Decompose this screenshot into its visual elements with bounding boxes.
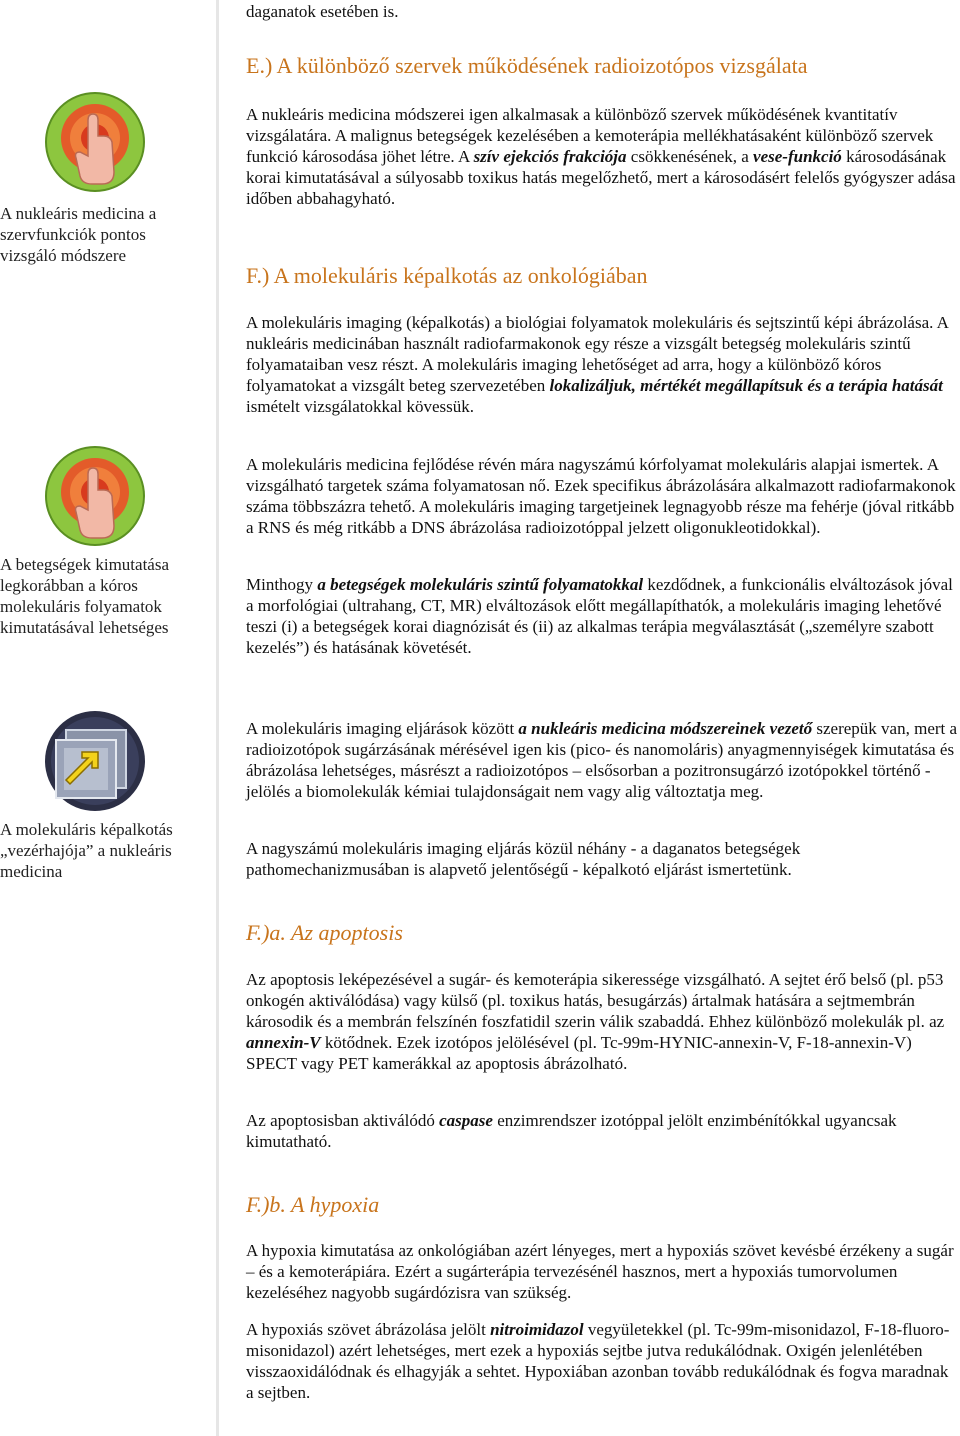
text-run: csökkenésének, a (626, 147, 754, 166)
column-divider (216, 0, 219, 1436)
text-run: vegyületekkel (pl. Tc-99m-misonidazol, F-18-fluoro-misonidazol) azért lehetséges, mert ezek a hypoxiás sejtbe jutva redukálódnak. Oxigén jelenlétében visszaoxidálódnak és elhagyják a sehtet. Hypoxiában azonban tovább redukálódnak és fogva maradnak a sejtben. (246, 1320, 950, 1402)
emphasis-text: vese-funkció (753, 147, 842, 166)
text-run: károsodásának korai kimutatásával a súlyosabb toxikus hatás megelőzhető, mert a károsodásért felelős gyógyszer adása időben abbahagyható. (246, 147, 956, 208)
paragraph-f1 (246, 312, 960, 417)
emphasis-text: lokalizáljuk, mértékét megállapítsuk és a terápia hatását (549, 376, 943, 395)
paragraph-f3 (246, 574, 960, 658)
heading-section-f: F.) A molekuláris képalkotás az onkológiában (246, 263, 648, 288)
text-run: enzimrendszer izotóppal jelölt enzimbénítókkal ugyancsak kimutatható. (246, 1111, 897, 1151)
text-run: A nukleáris medicina módszerei igen alkalmasak a különböző szervek működésének kvantitatív vizsgálatára. A malignus betegségek kezelésében a kemoterápia mellékhatásaként különböző szervek funkció károsodása jöhet létre. A (246, 105, 934, 166)
text-run: szerepük van, mert a radioizotópok sugárzásának mérésével igen kis (pico- és nanomoláris) anyagmennyiségek kimutatása és ábrázolása lehetséges, másrészt a radioizotópos – elsősorban a pozitronsugárzó izotópokkel történő - jelölés a biomolekulák kémiai tulajdonságait nem vagy alig változtatja meg. (246, 719, 958, 801)
paragraph-e1 (246, 104, 960, 209)
emphasis-text: a betegségek molekuláris szintű folyamatokkal (317, 575, 644, 594)
text-run: A molekuláris imaging (képalkotás) a biológiai folyamatok molekuláris és sejtszintű képi ábrázolása. A nukleáris medicinában használt radiofarmakonok egy része a vizsgált betegség molekuláris szintű folyamataiban vesz részt. A molekuláris imaging lehetőséget ad arra, hogy a különböző kóros folyamatokat a vizsgált beteg szervezetében (246, 313, 949, 395)
heading-hypoxia: F.)b. A hypoxia (246, 1192, 380, 1217)
sidebar-caption-1: A nukleáris medicina a szervfunkciók pontos vizsgáló módszere (0, 204, 157, 265)
touch-button-icon (44, 446, 146, 546)
text-run: A molekuláris imaging eljárások között (246, 719, 519, 738)
text-run: Minthogy (246, 575, 318, 594)
paragraph-fa1 (246, 969, 960, 1074)
top-fragment: daganatok esetében is. (246, 2, 399, 21)
text-run: Az apoptosis leképezésével a sugár- és kemoterápia sikeressége vizsgálható. A sejtet érő belső (pl. p53 onkogén aktiválódása) vagy külső (pl. toxikus hatás, besugárzás) ártalmak hatására a sejtmembrán károsodik és a membrán felszínén foszfatidil szerin válik szabaddá. Ehhez különböző molekulák pl. az (246, 970, 945, 1031)
heading-apoptosis: F.)a. Az apoptosis (246, 920, 403, 945)
emphasis-text: caspase (439, 1111, 493, 1130)
text-run: A hypoxiás szövet ábrázolása jelölt (246, 1320, 491, 1339)
emphasis-text: nitroimidazol (490, 1320, 584, 1339)
text-run: kezdődnek, a funkcionális elváltozások jóval a morfológiai (ultrahang, CT, MR) elváltozások előtt megállapíthatók, a molekuláris imaging lehetővé teszi (i) a betegségek korai diagnózisát és (ii) az alkalmas terápia megválasztását („személyre szabott kezelés”) és hatásának követését. (246, 575, 953, 657)
emphasis-text: annexin-V (246, 1033, 321, 1052)
text-run: ismételt vizsgálatokkal kövessük. (246, 397, 475, 416)
emphasis-text: szív ejekciós frakciója (473, 147, 627, 166)
text-run: kötődnek. Ezek izotópos jelölésével (pl. Tc-99m-HYNIC-annexin-V, F-18-annexin-V) SPECT vagy PET kamerákkal az apoptosis ábrázolható. (246, 1033, 912, 1073)
sidebar-caption-3: A molekuláris képalkotás „vezérhajója” a nukleáris medicina (0, 820, 173, 881)
sidebar-caption-2: A betegségek kimutatása legkorábban a kóros molekuláris folyamatok kimutatásával lehetséges (0, 555, 170, 637)
paragraph-f5: A nagyszámú molekuláris imaging eljárás közül néhány - a daganatos betegségek pathomechanizmusában is alapvető jelentőségű - képalkotó eljárást ismertetünk. (246, 839, 801, 879)
image-arrow-icon (44, 710, 146, 812)
paragraph-f4 (246, 718, 960, 802)
text-run: Az apoptosisban aktiválódó (246, 1111, 440, 1130)
paragraph-fb1: A hypoxia kimutatása az onkológiában azért lényeges, mert a hypoxiás szövet kevésbé érzékeny a sugár – és a kemoterápiára. Ezért a sugárterápia tervezésénél hasznos, mert a hypoxiás tumorvolumen kezeléséhez nagyobb sugárdózisra van szükség. (246, 1241, 954, 1302)
emphasis-text: a nukleáris medicina módszereinek vezető (518, 719, 813, 738)
heading-section-e: E.) A különböző szervek működésének radioizotópos vizsgálata (246, 53, 808, 78)
touch-button-icon (44, 92, 146, 192)
paragraph-fa2 (246, 1110, 960, 1152)
paragraph-fb2 (246, 1319, 960, 1403)
paragraph-f2: A molekuláris medicina fejlődése révén mára nagyszámú kórfolyamat molekuláris alapjai ismertek. A vizsgálható targetek száma folyamatosan nő. Ezek specifikus ábrázolására alkalmazott radiofarmakonok száma többszázra tehető. A molekuláris imaging targetjeinek legnagyobb része ma fehérje (jóval ritkább a RNS és még ritkább a DNS ábrázolása radioizotóppal jelzett oligonukleotidokkal). (246, 455, 956, 537)
